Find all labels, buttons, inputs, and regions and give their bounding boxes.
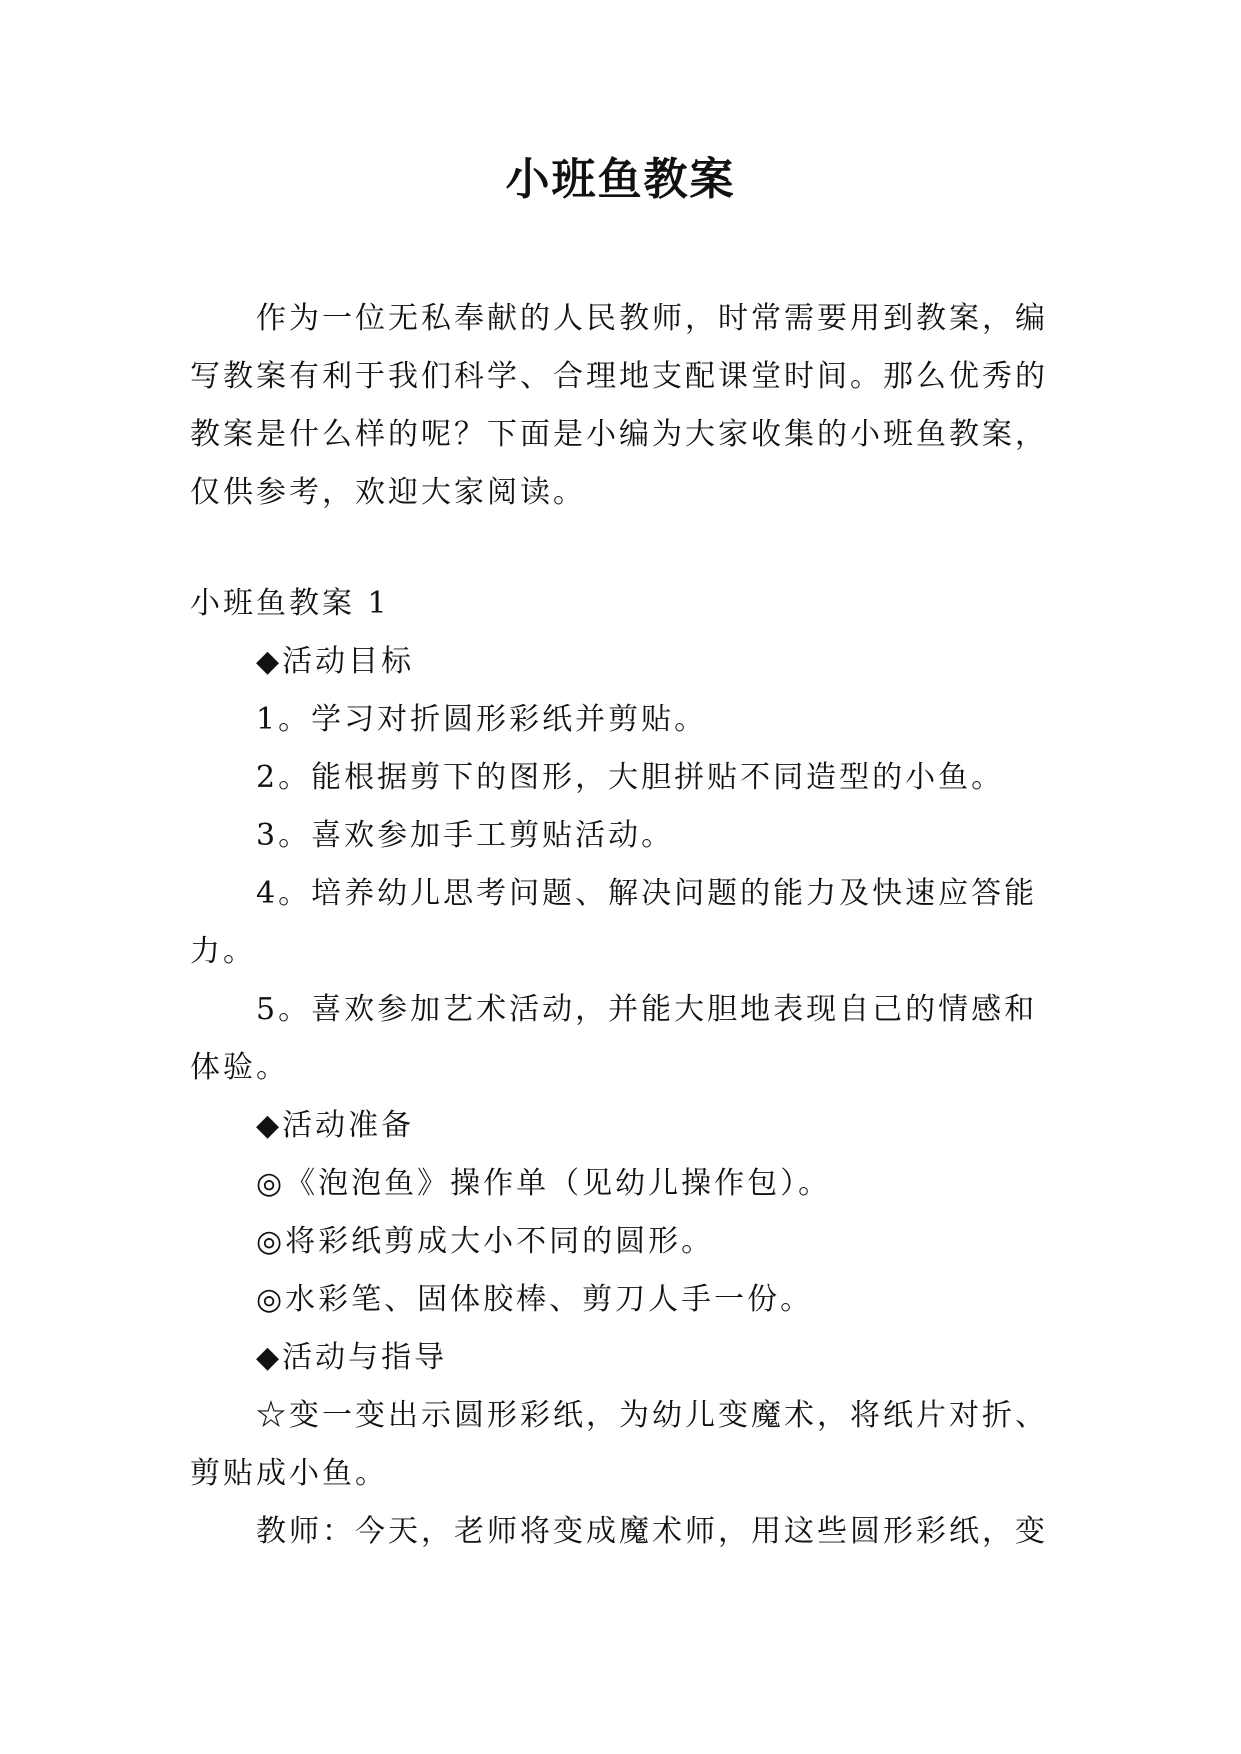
goal-item: 5。喜欢参加艺术活动，并能大胆地表现自己的情感和体验。 (190, 992, 1038, 1085)
guide-heading: ◆活动与指导 (256, 1340, 448, 1375)
goal-item: 4。培养幼儿思考问题、解决问题的能力及快速应答能力。 (190, 876, 1038, 969)
goals-heading: ◆活动目标 (256, 644, 415, 679)
prep-item: ◎水彩笔、固体胶棒、剪刀人手一份。 (256, 1282, 814, 1317)
goal-item: 2。能根据剪下的图形，大胆拼贴不同造型的小鱼。 (256, 760, 1005, 795)
goal-item: 3。喜欢参加手工剪贴活动。 (256, 818, 675, 853)
section-heading: 小班鱼教案 1 (190, 586, 390, 621)
document-title: 小班鱼教案 (505, 154, 736, 205)
prep-item: ◎将彩纸剪成大小不同的圆形。 (256, 1224, 715, 1259)
goal-item: 1。学习对折圆形彩纸并剪贴。 (256, 702, 708, 737)
guide-paragraph: 教师：今天，老师将变成魔术师，用这些圆形彩纸，变 (256, 1514, 1048, 1549)
intro-paragraph: 作为一位无私奉献的人民教师，时常需要用到教案，编写教案有利于我们科学、合理地支配课堂时间。那么优秀的教案是什么样的呢？下面是小编为大家收集的小班鱼教案，仅供参考，欢迎大家阅读。 (190, 301, 1048, 510)
prep-item: ◎《泡泡鱼》操作单（见幼儿操作包）。 (256, 1166, 832, 1201)
prep-heading: ◆活动准备 (256, 1108, 415, 1143)
lesson-plan-content (190, 575, 1052, 1561)
guide-paragraph: ☆变一变出示圆形彩纸，为幼儿变魔术，将纸片对折、剪贴成小鱼。 (190, 1398, 1048, 1491)
